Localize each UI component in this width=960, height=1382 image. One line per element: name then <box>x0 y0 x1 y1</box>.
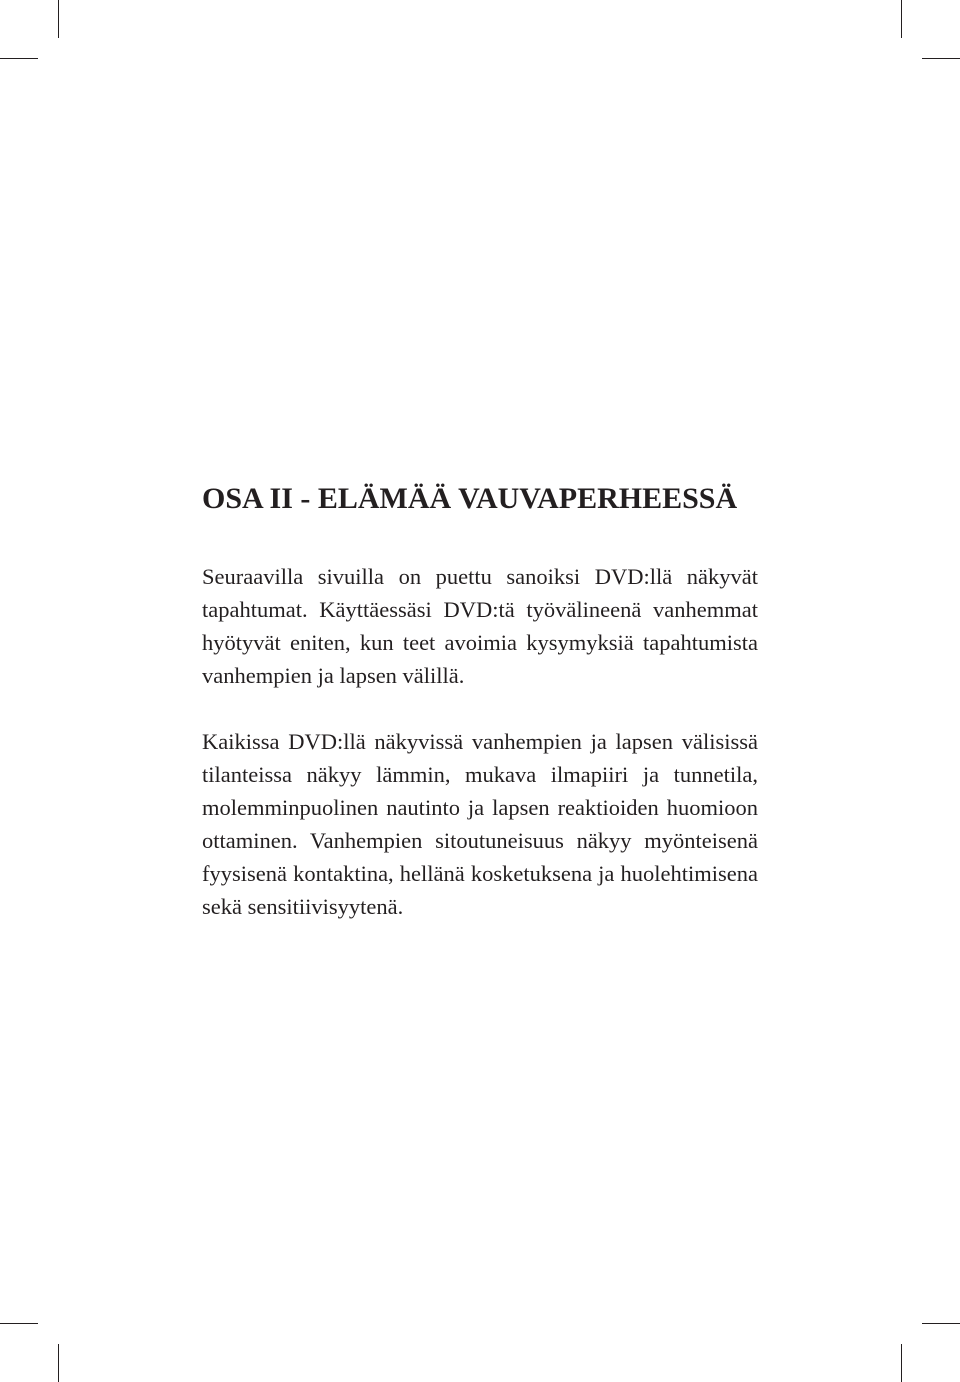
section-heading: OSA II - ELÄMÄÄ VAUVAPERHEESSÄ <box>202 482 738 515</box>
crop-mark-top-left-vertical <box>58 0 59 38</box>
crop-mark-top-left-horizontal <box>0 58 38 59</box>
crop-mark-top-right-vertical <box>901 0 902 38</box>
page-content <box>202 472 758 923</box>
intro-paragraph: Seuraavilla sivuilla on puettu sanoiksi DVD:llä näkyvät tapahtumat. Käyttäessäsi DVD:tä työvälineenä vanhemmat hyötyvät eniten, kun teet avoimia kysymyksiä tapahtumista vanhempien ja lapsen välillä. <box>202 564 758 688</box>
crop-mark-top-right-horizontal <box>922 58 960 59</box>
crop-mark-bottom-left-vertical <box>58 1344 59 1382</box>
crop-mark-bottom-right-horizontal <box>922 1323 960 1324</box>
body-paragraph: Kaikissa DVD:llä näkyvissä vanhempien ja lapsen välisissä tilanteissa näkyy lämmin, mukava ilmapiiri ja tunnetila, molemminpuolinen nautinto ja lapsen reaktioiden huomioon ottaminen. Vanhempien sitoutuneisuus näkyy myönteisenä fyysisenä kontaktina, hellänä kosketuksena ja huolehtimisena sekä sensitiivisyytenä. <box>202 729 758 919</box>
crop-mark-bottom-right-vertical <box>901 1344 902 1382</box>
crop-mark-bottom-left-horizontal <box>0 1323 38 1324</box>
